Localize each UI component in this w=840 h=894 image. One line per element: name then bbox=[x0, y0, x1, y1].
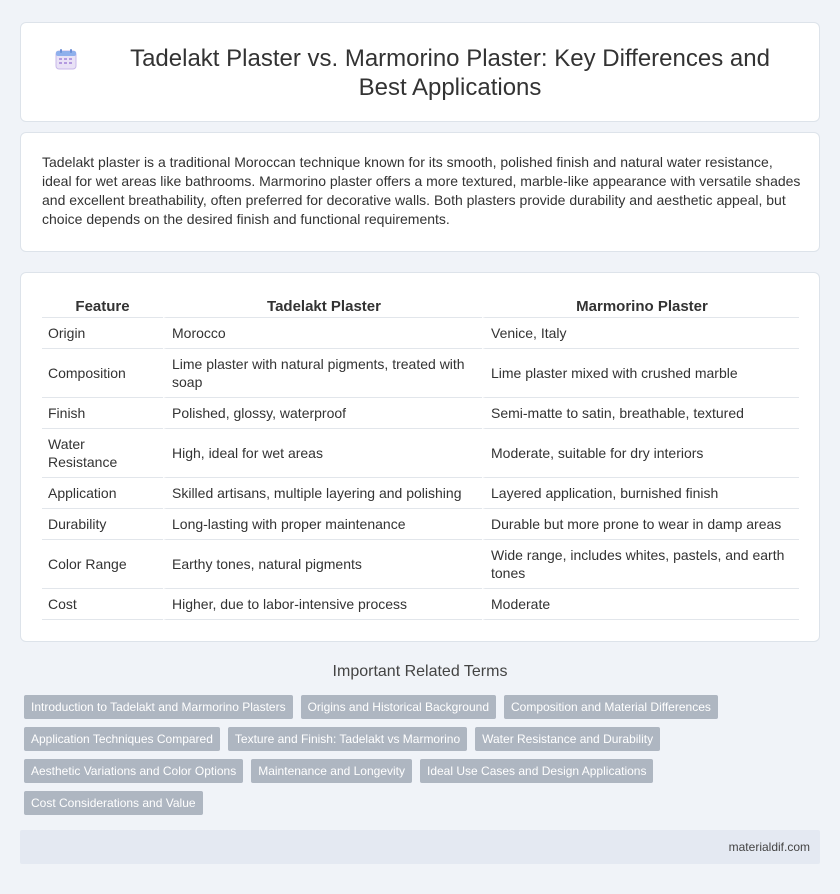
footer-site-link[interactable]: materialdif.com bbox=[728, 840, 810, 854]
row-feature: Composition bbox=[42, 349, 163, 398]
row-feature: Cost bbox=[42, 589, 163, 620]
row-tadelakt: Earthy tones, natural pigments bbox=[163, 540, 482, 589]
row-tadelakt: Polished, glossy, waterproof bbox=[163, 398, 482, 429]
table-row bbox=[42, 589, 799, 620]
row-feature: Water Resistance bbox=[42, 429, 163, 478]
footer bbox=[20, 830, 820, 864]
table-row bbox=[42, 429, 799, 478]
related-term-tag[interactable]: Application Techniques Compared bbox=[24, 727, 220, 751]
row-feature: Durability bbox=[42, 509, 163, 540]
related-term-tag[interactable]: Origins and Historical Background bbox=[301, 695, 496, 719]
related-term-tag[interactable]: Ideal Use Cases and Design Applications bbox=[420, 759, 653, 783]
row-marmorino: Lime plaster mixed with crushed marble bbox=[482, 349, 799, 398]
related-terms-heading: Important Related Terms bbox=[332, 663, 508, 680]
row-marmorino: Moderate bbox=[482, 589, 799, 620]
row-feature: Finish bbox=[42, 398, 163, 429]
row-marmorino: Venice, Italy bbox=[482, 318, 799, 349]
table-row bbox=[42, 509, 799, 540]
related-term-tag[interactable]: Composition and Material Differences bbox=[504, 695, 718, 719]
row-tadelakt: Skilled artisans, multiple layering and polishing bbox=[163, 478, 482, 509]
header-feature: Feature bbox=[42, 295, 163, 318]
row-feature: Color Range bbox=[42, 540, 163, 589]
related-term-tag[interactable]: Water Resistance and Durability bbox=[475, 727, 660, 751]
row-tadelakt: Long-lasting with proper maintenance bbox=[163, 509, 482, 540]
row-feature: Application bbox=[42, 478, 163, 509]
comparison-card bbox=[20, 272, 820, 642]
row-feature: Origin bbox=[42, 318, 163, 349]
row-tadelakt: Lime plaster with natural pigments, treated with soap bbox=[163, 349, 482, 398]
related-term-tag[interactable]: Cost Considerations and Value bbox=[24, 791, 203, 815]
header-tadelakt: Tadelakt Plaster bbox=[163, 295, 482, 318]
related-term-tag[interactable]: Aesthetic Variations and Color Options bbox=[24, 759, 243, 783]
related-term-tag[interactable]: Maintenance and Longevity bbox=[251, 759, 412, 783]
table-row bbox=[42, 398, 799, 429]
page-title: Tadelakt Plaster vs. Marmorino Plaster: Key Differences and Best Applications bbox=[130, 45, 770, 101]
comparison-table bbox=[42, 295, 799, 620]
related-term-tag[interactable]: Introduction to Tadelakt and Marmorino Plasters bbox=[24, 695, 293, 719]
row-marmorino: Semi-matte to satin, breathable, textured bbox=[482, 398, 799, 429]
table-row bbox=[42, 349, 799, 398]
row-marmorino: Moderate, suitable for dry interiors bbox=[482, 429, 799, 478]
table-header-row bbox=[42, 295, 799, 318]
row-marmorino: Durable but more prone to wear in damp areas bbox=[482, 509, 799, 540]
title-card bbox=[20, 22, 820, 122]
intro-card bbox=[20, 132, 820, 252]
row-tadelakt: Higher, due to labor-intensive process bbox=[163, 589, 482, 620]
related-terms-list bbox=[24, 695, 804, 815]
intro-paragraph: Tadelakt plaster is a traditional Moroccan technique known for its smooth, polished finish and natural water resistance, ideal for wet areas like bathrooms. Marmorino plaster offers a more textured, marble-like appearance with versatile shades and excellent breathability, often preferred for decorative walls. Both plasters provide durability and aesthetic appeal, but choice depends on the desired finish and functional requirements. bbox=[42, 154, 801, 227]
row-marmorino: Wide range, includes whites, pastels, and earth tones bbox=[482, 540, 799, 589]
table-row bbox=[42, 540, 799, 589]
table-row bbox=[42, 318, 799, 349]
table-row bbox=[42, 478, 799, 509]
row-tadelakt: Morocco bbox=[163, 318, 482, 349]
row-tadelakt: High, ideal for wet areas bbox=[163, 429, 482, 478]
header-marmorino: Marmorino Plaster bbox=[482, 295, 799, 318]
row-marmorino: Layered application, burnished finish bbox=[482, 478, 799, 509]
related-term-tag[interactable]: Texture and Finish: Tadelakt vs Marmorino bbox=[228, 727, 467, 751]
